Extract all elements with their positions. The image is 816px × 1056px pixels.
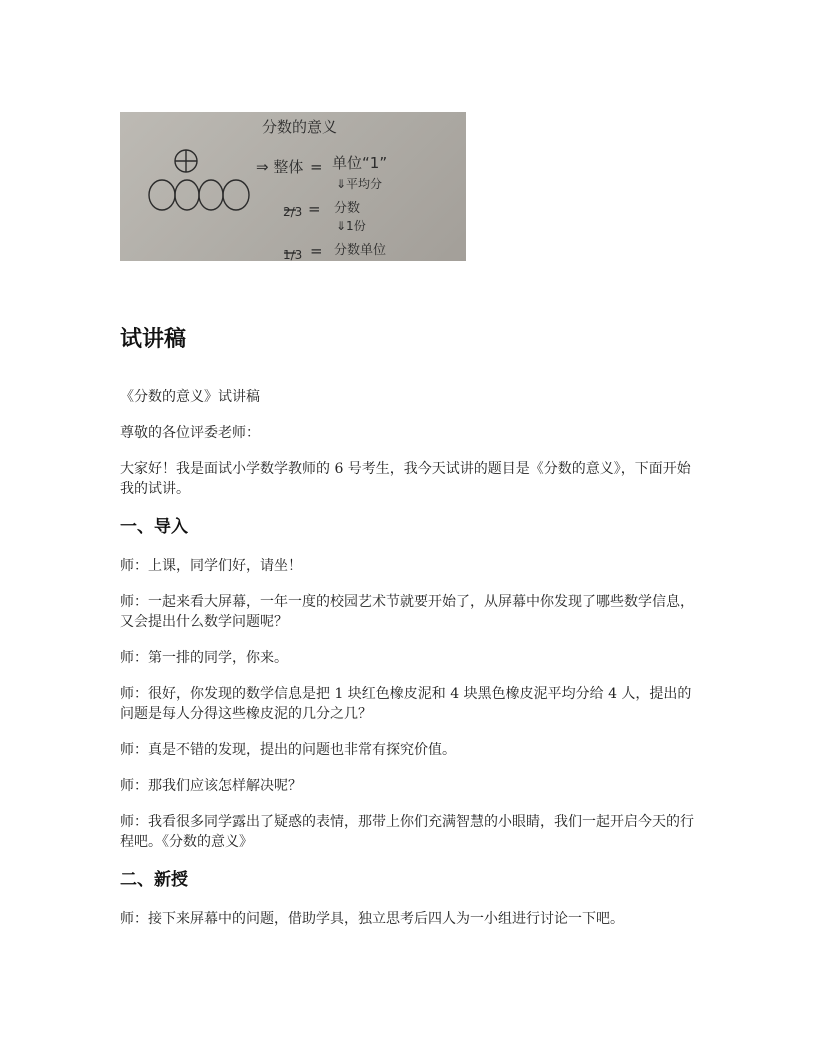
- intro-paragraph: 师：真是不错的发现，提出的问题也非常有探究价值。: [120, 742, 456, 758]
- section-title-intro: 一、导入: [120, 517, 188, 537]
- intro-paragraph: 师：一起来看大屏幕，一年一度的校园艺术节就要开始了，从屏幕中你发现了哪些数学信息，又会提出什么数学问题呢？: [120, 594, 694, 630]
- circle-drawing-2: [175, 180, 199, 210]
- new-lesson-paragraph: 师：接下来屏幕中的问题，借助学具，独立思考后四人为一小组进行讨论一下吧。: [120, 911, 624, 927]
- handwritten-fraction-two-thirds: 2/3: [283, 205, 303, 219]
- handwritten-fraction-unit: 分数单位: [334, 243, 387, 258]
- section-title-new-lesson: 二、新授: [120, 870, 188, 890]
- handwritten-equals-1: =: [310, 158, 323, 176]
- handwritten-unit-one: 单位“1”: [332, 154, 388, 172]
- circle-drawing-4: [223, 180, 249, 210]
- greeting: 尊敬的各位评委老师：: [120, 425, 260, 441]
- handwritten-fraction-word: 分数: [334, 201, 361, 216]
- handwritten-arrow-average: ⇓平均分: [336, 177, 383, 191]
- handwritten-title: 分数的意义: [262, 118, 338, 136]
- handwritten-equals-3: =: [310, 242, 323, 260]
- circle-drawing-1: [149, 180, 175, 210]
- circle-drawing-3: [199, 180, 223, 210]
- document-body: [120, 322, 700, 945]
- handwritten-equals-2: =: [308, 200, 321, 218]
- handwritten-notes-photo: [120, 112, 466, 261]
- document-heading: 试讲稿: [120, 327, 187, 352]
- handwritten-fraction-one-third: 1/3: [283, 248, 303, 261]
- intro-paragraph: 师：我看很多同学露出了疑惑的表情，那带上你们充满智慧的小眼睛，我们一起开启今天的行程吧。《分数的意义》: [120, 814, 694, 850]
- intro-paragraph: 师：第一排的同学，你来。: [120, 650, 288, 666]
- handwritten-sketch: [120, 112, 466, 261]
- intro-paragraph: 师：很好，你发现的数学信息是把 1 块红色橡皮泥和 4 块黑色橡皮泥平均分给 4 人，提出的问题是每人分得这些橡皮泥的几分之几？: [120, 686, 692, 722]
- handwritten-arrow-one-part: ⇓1份: [336, 219, 366, 233]
- introduction: 大家好！我是面试小学数学教师的 6 号考生，我今天试讲的题目是《分数的意义》，下面开始我的试讲。: [120, 461, 691, 497]
- intro-paragraph: 师：上课，同学们好，请坐！: [120, 558, 302, 574]
- lesson-title: 《分数的意义》试讲稿: [120, 389, 260, 405]
- handwritten-whole: ⇒ 整体: [256, 158, 304, 176]
- intro-paragraph: 师：那我们应该怎样解决呢？: [120, 778, 302, 794]
